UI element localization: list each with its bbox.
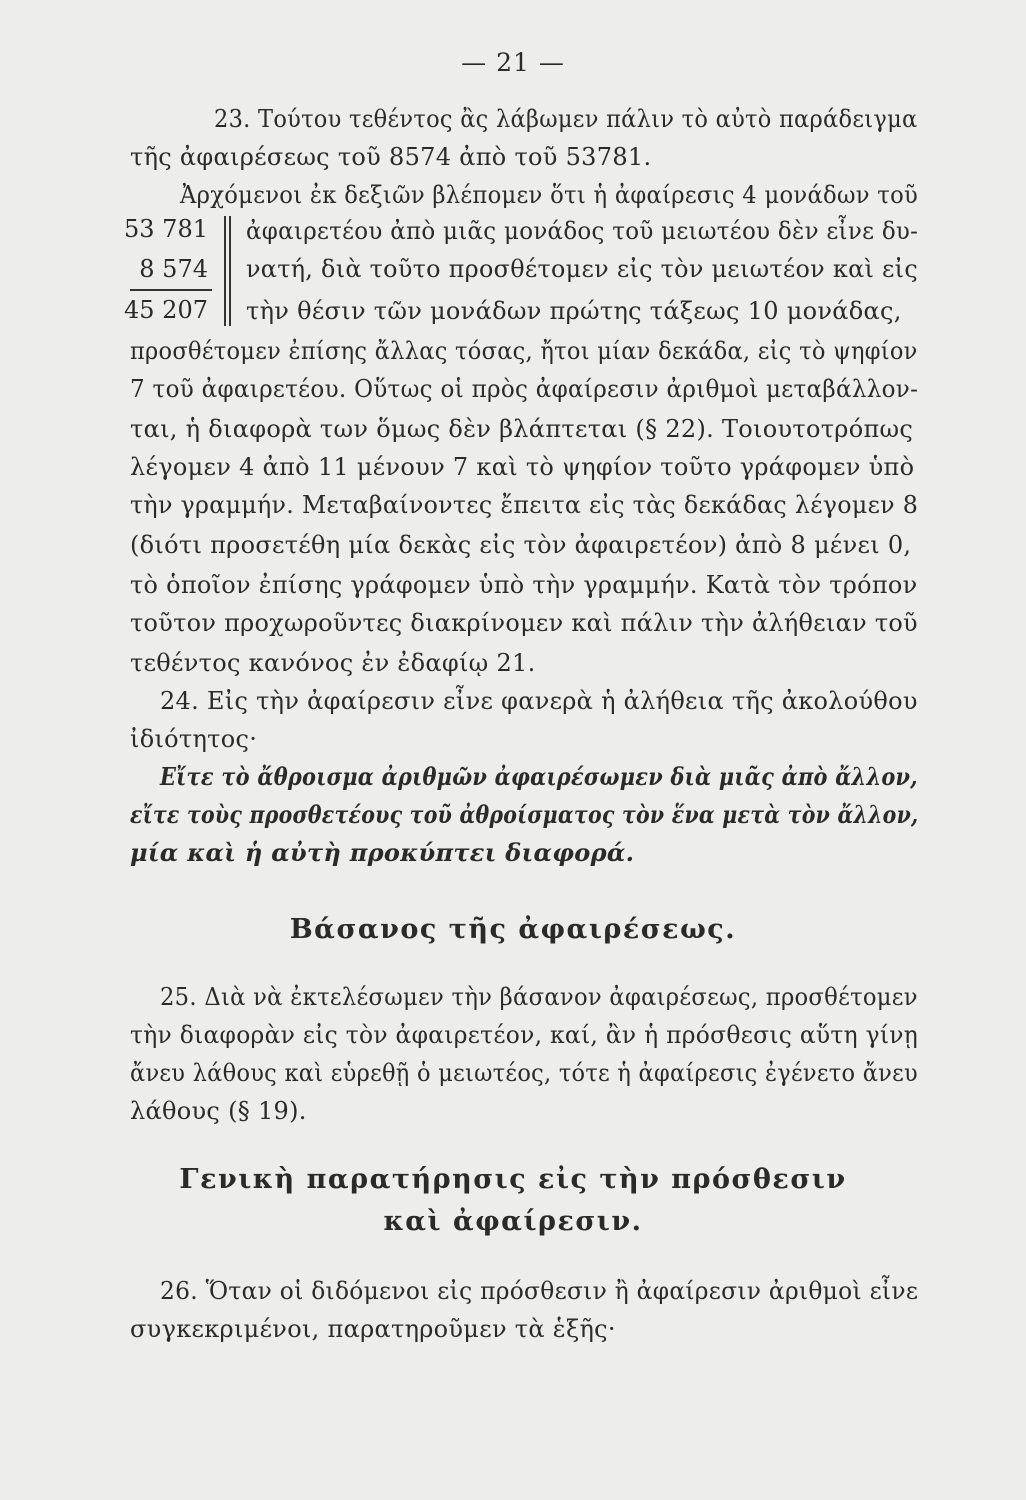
p23-line-9: ται, ἡ διαφορὰ των ὅμως δὲν βλάπτεται (§ 22). Τοιουτοτρόπως (130, 415, 914, 443)
calc-divider-right (229, 216, 231, 326)
p23-line-15: τεθέντος κανόνος ἐν ἐδαφίῳ 21. (130, 649, 536, 677)
p23-line-3: Ἀρχόμενοι ἐκ δεξιῶν βλέπομεν ὅτι ἡ ἀφαίρεσις 4 μονάδων τοῦ (180, 181, 919, 209)
section-heading-general-line-1: Γενικὴ παρατήρησις εἰς τὴν πρόσθεσιν (179, 1164, 847, 1195)
p24-rule-line-3: μία καὶ ἡ αὐτὴ προκύπτει διαφορά. (130, 838, 635, 867)
p25-line-3: ἄνευ λάθους καὶ εὑρεθῇ ὁ μειωτέος, τότε ἡ ἀφαίρεσις ἐγένετο ἄνευ (130, 1059, 918, 1087)
p25-line-2: τὴν διαφορὰν εἰς τὸν ἀφαιρετέον, καί, ἂν ἡ πρόσθεσις αὕτη γίνῃ (130, 1021, 919, 1049)
page-number: — 21 — (461, 48, 565, 77)
p24-rule-line-1: Εἴτε τὸ ἄθροισμα ἀριθμῶν ἀφαιρέσωμεν διὰ μιᾶς ἀπὸ ἄλλον, (160, 762, 918, 791)
calc-subtrahend: 8 574 (139, 255, 208, 283)
calc-minuend: 53 781 (124, 215, 208, 243)
p23-line-2: τῆς ἀφαιρέσεως τοῦ 8574 ἀπὸ τοῦ 53781. (130, 143, 652, 171)
p23-line-7: προσθέτομεν ἐπίσης ἄλλας τόσας, ἤτοι μίαν δεκάδα, εἰς τὸ ψηφίον (130, 337, 918, 365)
p23-line-5: νατή, διὰ τοῦτο προσθέτομεν εἰς τὸν μειωτέον καὶ εἰς (246, 255, 918, 283)
p23-line-10: λέγομεν 4 ἀπὸ 11 μένουν 7 καὶ τὸ ψηφίον τοῦτο γράφομεν ὑπὸ (130, 453, 915, 481)
calc-underline (130, 289, 212, 291)
p23-line-1: 23. Τούτου τεθέντος ἂς λάβωμεν πάλιν τὸ αὐτὸ παράδειγμα (214, 105, 918, 133)
section-heading-general-line-2: καὶ ἀφαίρεσιν. (383, 1206, 643, 1237)
p24-rule-line-2: εἴτε τοὺς προσθετέους τοῦ ἀθροίσματος τὸν ἕνα μετὰ τὸν ἄλλον, (130, 800, 919, 829)
p23-line-6: τὴν θέσιν τῶν μονάδων πρώτης τάξεως 10 μονάδας, (246, 297, 902, 325)
calc-result: 45 207 (124, 296, 208, 324)
p26-line-1: 26. Ὅταν οἱ διδόμενοι εἰς πρόσθεσιν ἢ ἀφαίρεσιν ἀριθμοὶ εἶνε (160, 1277, 919, 1305)
p23-line-4: ἀφαιρετέου ἀπὸ μιᾶς μονάδος τοῦ μειωτέου δὲν εἶνε δυ- (246, 217, 919, 245)
calc-divider-left (224, 216, 226, 326)
p23-line-8: 7 τοῦ ἀφαιρετέου. Οὕτως οἱ πρὸς ἀφαίρεσιν ἀριθμοὶ μεταβάλλον- (130, 375, 919, 403)
p24-line-2: ἰδιότητος· (130, 725, 258, 753)
p23-line-12: (διότι προσετέθη μία δεκὰς εἰς τὸν ἀφαιρετέον) ἀπὸ 8 μένει 0, (130, 531, 912, 559)
p25-line-1: 25. Διὰ νὰ ἐκτελέσωμεν τὴν βάσανον ἀφαιρέσεως, προσθέτομεν (160, 983, 918, 1011)
p26-line-2: συγκεκριμένοι, παρατηροῦμεν τὰ ἑξῆς· (130, 1315, 616, 1343)
section-heading-basanos: Βάσανος τῆς ἀφαιρέσεως. (289, 914, 737, 945)
p23-line-11: τὴν γραμμήν. Μεταβαίνοντες ἔπειτα εἰς τὰς δεκάδας λέγομεν 8 (130, 491, 919, 519)
p23-line-14: τοῦτον προχωροῦντες διακρίνομεν καὶ πάλιν τὴν ἀλήθειαν τοῦ (130, 609, 918, 637)
p23-line-13: τὸ ὁποῖον ἐπίσης γράφομεν ὑπὸ τὴν γραμμήν. Κατὰ τὸν τρόπον (130, 571, 918, 599)
p25-line-4: λάθους (§ 19). (130, 1097, 307, 1125)
p24-line-1: 24. Εἰς τὴν ἀφαίρεσιν εἶνε φανερὰ ἡ ἀλήθεια τῆς ἀκολούθου (160, 687, 918, 715)
